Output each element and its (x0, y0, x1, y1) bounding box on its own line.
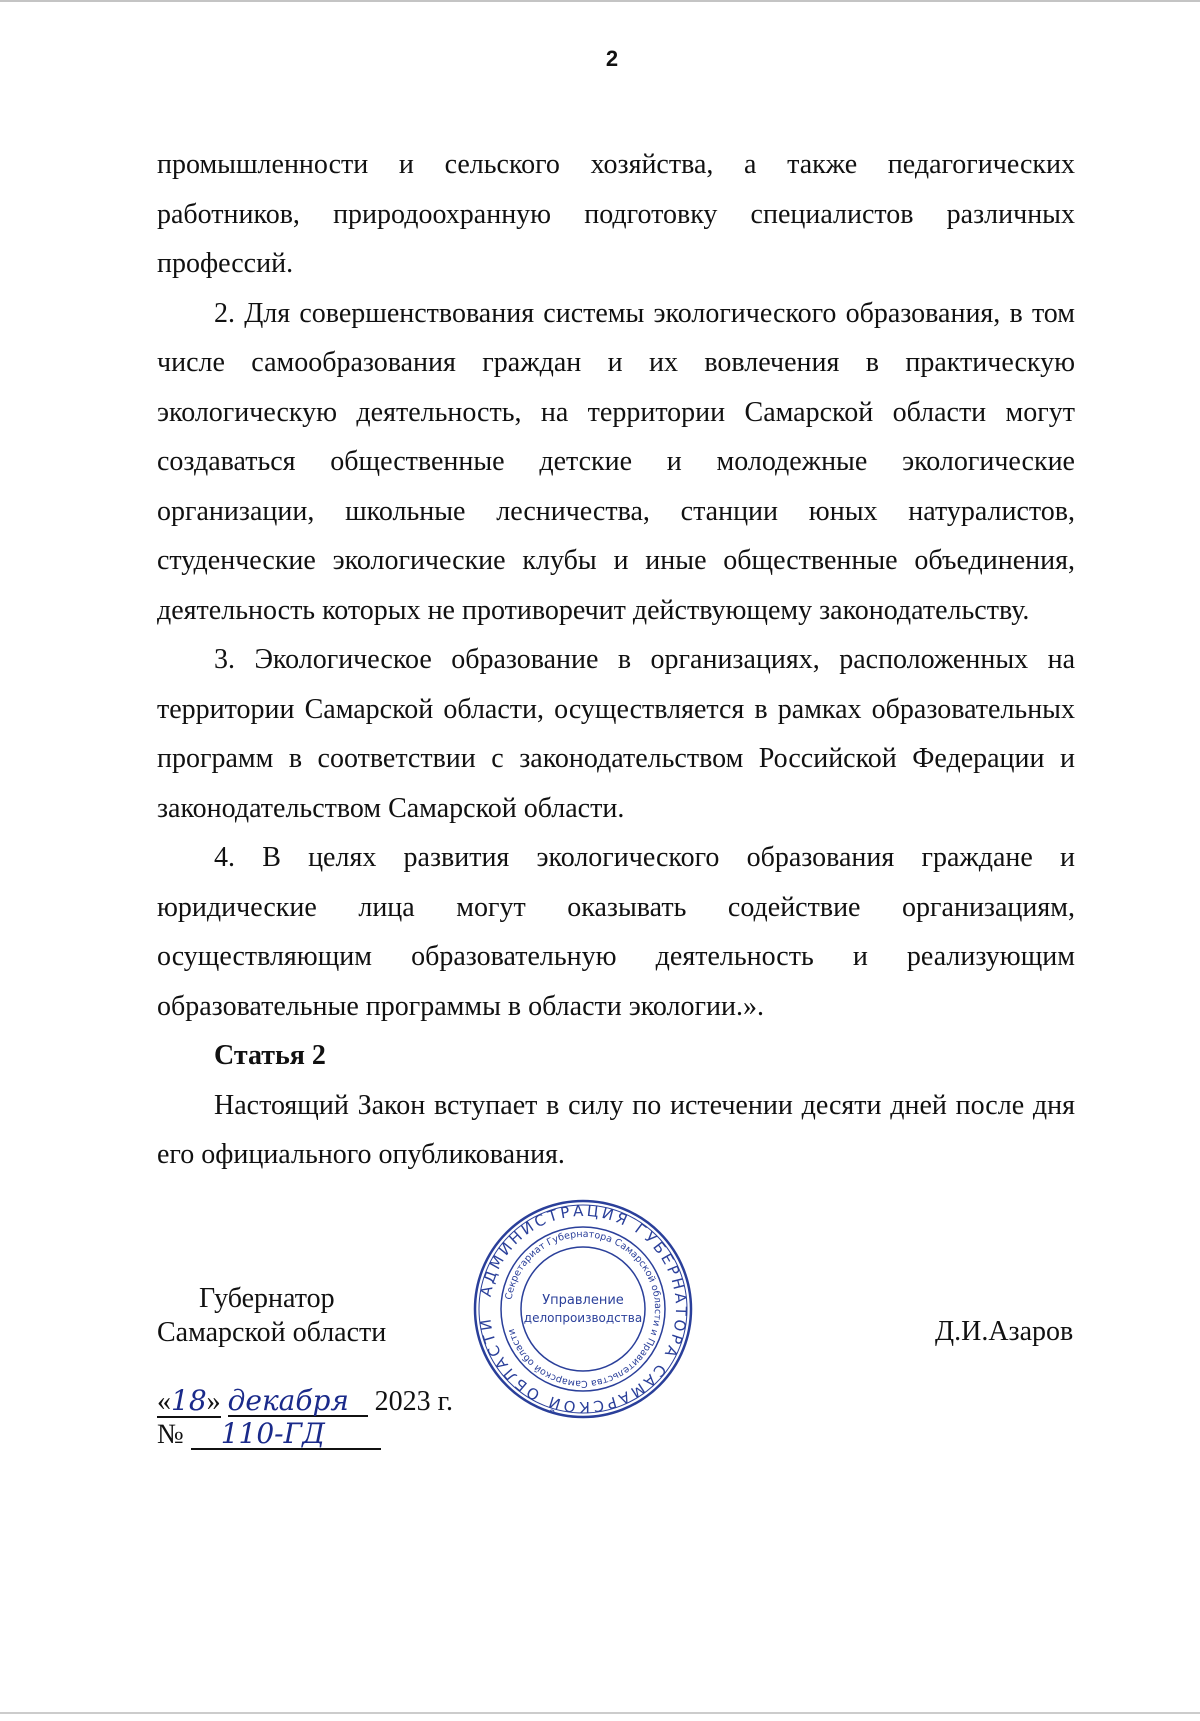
date-day-handwritten: 18 (171, 1384, 207, 1417)
article-heading: Статья 2 (214, 1040, 326, 1071)
date-month-handwritten: декабря (228, 1387, 368, 1417)
paragraph-item-2: 2. Для совершенствования системы экологического образования, в том числе самообразования граждан и их вовлечения в практическую экологическую деятельность, на территории Самарской области могут создаваться общественные детские и молодежные экологические организации, школьные лесничества, станции юных натуралистов, студенческие экологические клубы и иные общественные объединения, деятельность которых не противоречит действующему законодательству. (157, 297, 1075, 626)
law-number-handwritten: 110-ГД (191, 1420, 381, 1450)
document-body (157, 140, 1075, 1180)
paragraph-item-3: 3. Экологическое образование в организациях, расположенных на территории Самарской области, осуществляется в рамках образовательных программ в соответствии с законодательством Российской Федерации и законодательством Самарской области. (157, 644, 1075, 824)
date-year: 2023 г. (374, 1386, 453, 1417)
stamp-center-line1: Управление (542, 1293, 624, 1308)
signatory-title (157, 1282, 386, 1350)
signatory-title-line2: Самарской области (157, 1317, 387, 1348)
paragraph-item-4: 4. В целях развития экологического образования граждане и юридические лица могут оказывать содействие организациям, осуществляющим образовательную деятельность и реализующим образовательные программы в области экологии.». (157, 842, 1075, 1022)
scan-artifact-bottom (0, 1712, 1200, 1714)
stamp-outer-text: АДМИНИСТРАЦИЯ ГУБЕРНАТОРА САМАРСКОЙ ОБЛАСТИ (476, 1201, 691, 1417)
date-open-quote: « (157, 1386, 171, 1417)
paragraph-continuation: промышленности и сельского хозяйства, а также педагогических работников, природоохранную подготовку специалистов различных профессий. (157, 149, 1075, 279)
stamp-center-line2: делопроизводства (523, 1311, 643, 1325)
scan-artifact-top (0, 0, 1200, 2)
law-number (157, 1418, 381, 1452)
stamp-inner-ring-text: Секретариат Губернатора Самарской области и Правительства Самарской области (503, 1228, 664, 1390)
date-day-field (157, 1384, 221, 1418)
signing-date (157, 1385, 453, 1419)
article-text: Настоящий Закон вступает в силу по истечении десяти дней после дня его официального опубликования. (157, 1089, 1075, 1170)
signatory-title-line1: Губернатор (199, 1283, 335, 1314)
page-number: 2 (605, 46, 619, 71)
official-stamp (472, 1198, 694, 1420)
signatory-name: Д.И.Азаров (935, 1316, 1074, 1347)
law-number-label: № (157, 1419, 184, 1450)
date-close-quote: » (206, 1386, 221, 1417)
stamp-graphic (472, 1198, 694, 1420)
